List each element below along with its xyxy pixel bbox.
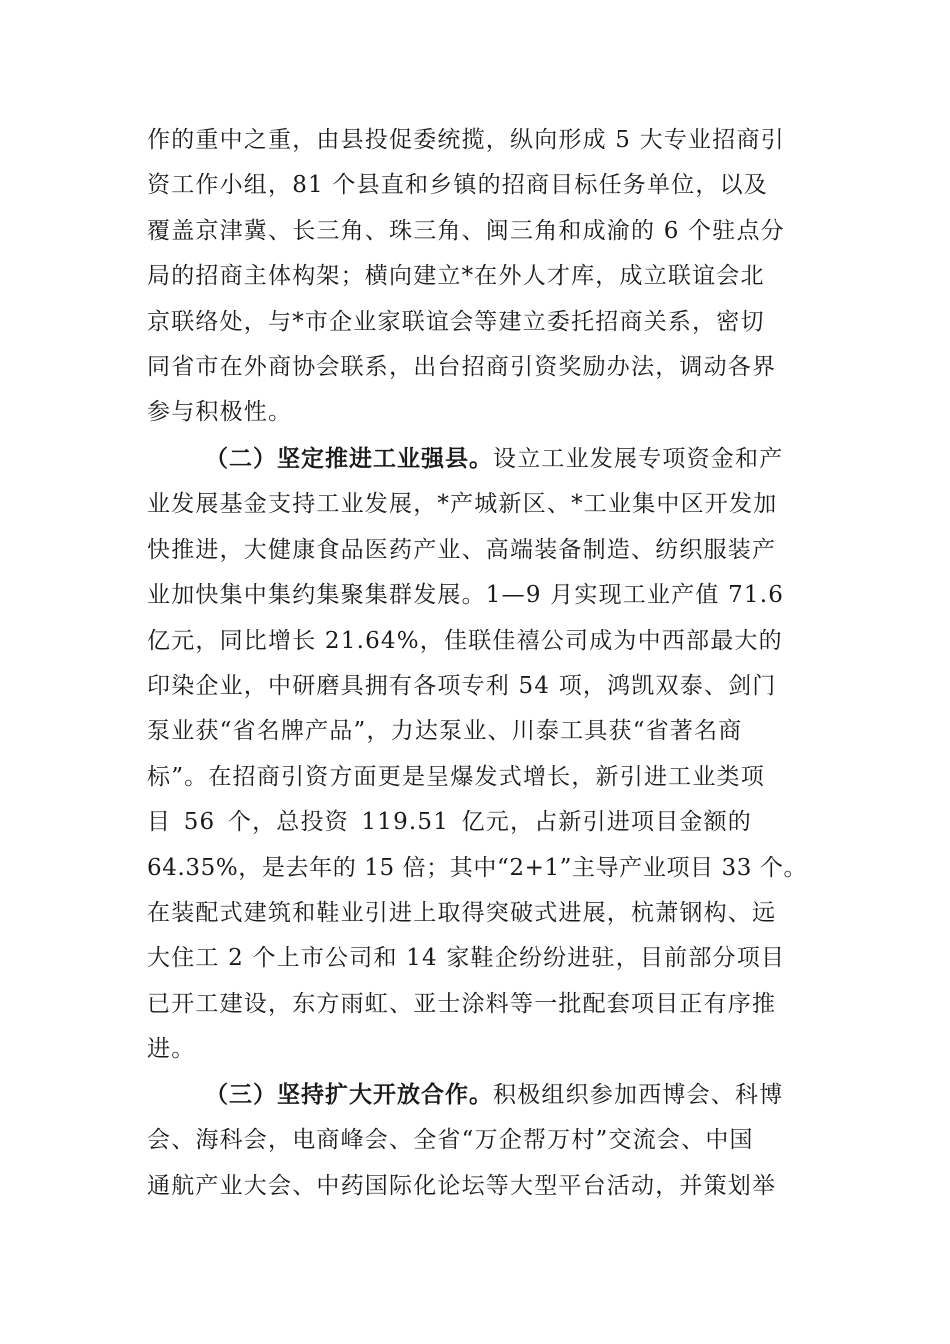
text-line (147, 436, 807, 482)
document-body (147, 118, 807, 1209)
section-heading-cooperation: （三）坚持扩大开放合作。 (205, 1081, 493, 1108)
text-line: 业加快集中集约集聚集群发展。1—9 月实现工业产值 71.6 (147, 582, 785, 609)
text-line: 印染企业，中研磨具拥有各项专利 54 项，鸿凯双泰、剑门 (147, 673, 777, 700)
paragraph-investment-structure (147, 118, 807, 436)
text-line: 局的招商主体构架；横向建立*在外人才库，成立联谊会北 (147, 263, 765, 290)
text-line: 通航产业大会、中药国际化论坛等大型平台活动，并策划举 (147, 1172, 777, 1199)
paragraph-opening-cooperation (147, 1072, 807, 1209)
text-line: 在装配式建筑和鞋业引进上取得突破式进展，杭萧钢构、远 (147, 900, 777, 927)
text-line: 快推进，大健康食品医药产业、高端装备制造、纺织服装产 (147, 536, 777, 563)
text-line: 已开工建设，东方雨虹、亚士涂料等一批配套项目正有序推 (147, 990, 777, 1017)
text-line: 大住工 2 个上市公司和 14 家鞋企纷纷进驻，目前部分项目 (147, 945, 786, 972)
text-line: 覆盖京津冀、长三角、珠三角、闽三角和成渝的 6 个驻点分 (147, 217, 785, 244)
text-line: 进。 (147, 1036, 196, 1063)
text-line: 亿元，同比增长 21.64%，佳联佳禧公司成为中西部最大的 (147, 627, 783, 654)
text-line: 参与积极性。 (147, 399, 293, 426)
text-line: 京联络处，与*市企业家联谊会等建立委托招商关系，密切 (147, 308, 765, 335)
text-line: 64.35%，是去年的 15 倍；其中“2+1”主导产业项目 33 个。 (147, 854, 808, 881)
text-line (147, 1072, 807, 1118)
text-line: 作的重中之重，由县投促委统揽，纵向形成 5 大专业招商引 (147, 127, 785, 153)
section-heading-industry: （二）坚定推进工业强县。 (205, 445, 493, 472)
text-span: 积极组织参加西博会、科博 (493, 1082, 784, 1108)
text-line: 同省市在外商协会联系，出台招商引资奖励办法，调动各界 (147, 354, 777, 381)
paragraph-industry (147, 436, 807, 1072)
text-line: 资工作小组，81 个县直和乡镇的招商目标任务单位，以及 (147, 172, 768, 199)
text-line: 业发展基金支持工业发展，*产城新区、*工业集中区开发加 (147, 491, 778, 518)
text-line: 标”。在招商引资方面更是呈爆发式增长，新引进工业类项 (147, 763, 765, 790)
text-line: 会、海科会，电商峰会、全省“万企帮万村”交流会、中国 (147, 1127, 754, 1154)
text-line: 目 56 个，总投资 119.51 亿元，占新引进项目金额的 (147, 809, 752, 836)
text-line: 泵业获“省名牌产品”，力达泵业、川泰工具获“省著名商 (147, 718, 743, 745)
text-span: 设立工业发展专项资金和产 (493, 446, 784, 472)
